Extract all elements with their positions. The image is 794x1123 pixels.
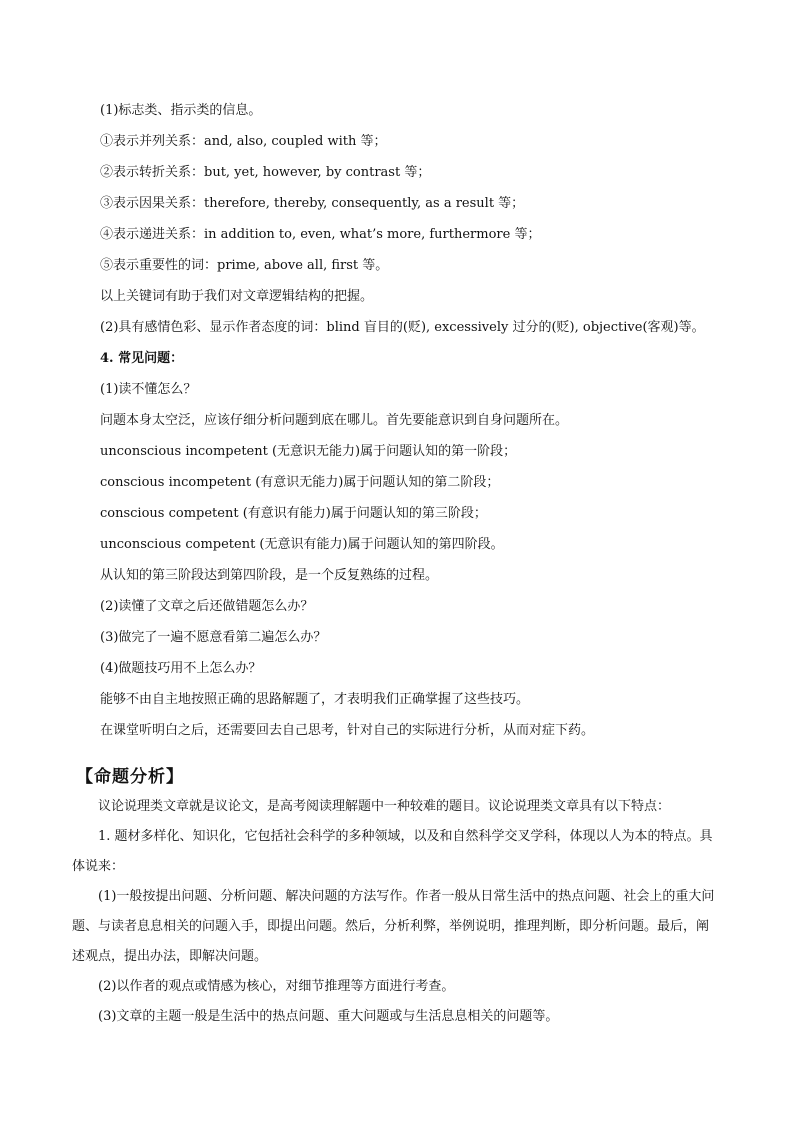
- text-line: ⑤表示重要性的词：prime, above all, first 等。: [100, 258, 389, 273]
- text-line: ②表示转折关系：but, yet, however, by contrast 等；: [100, 165, 431, 180]
- text-line: (2)读懂了文章之后还做错题怎么办？: [100, 599, 314, 614]
- text-line: (4)做题技巧用不上怎么办？: [100, 661, 262, 676]
- text-line: 以上关键词有助于我们对文章逻辑结构的把握。: [100, 289, 374, 304]
- text-line: ①表示并列关系：and, also, coupled with 等；: [100, 134, 387, 149]
- text-line: ③表示因果关系：therefore, thereby, consequently, as a result 等；: [100, 196, 525, 211]
- section-title: 4. 常见问题：: [100, 351, 184, 366]
- analysis-paragraph: (2)以作者的观点或情感为核心，对细节推理等方面进行考查。: [98, 979, 455, 994]
- text-line: (2)具有感情色彩、显示作者态度的词：blind 盲目的(贬), excessively 过分的(贬), objective(客观)等。: [100, 320, 705, 335]
- text-line: conscious incompetent (有意识无能力)属于问题认知的第二阶段；: [100, 475, 500, 490]
- text-line: conscious competent (有意识有能力)属于问题认知的第三阶段；: [100, 506, 487, 521]
- analysis-paragraph: (3)文章的主题一般是生活中的热点问题、重大问题或与生活息息相关的问题等。: [98, 1009, 559, 1024]
- text-line: unconscious incompetent (无意识无能力)属于问题认知的第一阶段；: [100, 444, 517, 459]
- analysis-paragraph: 1. 题材多样化、知识化，它包括社会科学的多种领域，以及和自然科学交叉学科，体现以人为本的特点。具体说来：: [72, 829, 713, 874]
- text-line: 能够不由自主地按照正确的思路解题了，才表明我们正确掌握了这些技巧。: [100, 692, 530, 707]
- analysis-paragraph: 议论说理类文章就是议论文，是高考阅读理解题中一种较难的题目。议论说理类文章具有以下特点：: [98, 799, 671, 814]
- analysis-heading: 【命题分析】: [76, 767, 184, 787]
- text-line: (1)读不懂怎么？: [100, 382, 197, 397]
- text-line: (1)标志类、指示类的信息。: [100, 103, 262, 118]
- text-line: 从认知的第三阶段达到第四阶段，是一个反复熟练的过程。: [100, 568, 439, 583]
- text-line: unconscious competent (无意识有能力)属于问题认知的第四阶段。: [100, 537, 504, 552]
- text-line: ④表示递进关系：in addition to, even, what’s more, furthermore 等；: [100, 227, 541, 242]
- analysis-paragraph: (1)一般按提出问题、分析问题、解决问题的方法写作。作者一般从日常生活中的热点问题、社会上的重大问题、与读者息息相关的问题入手，即提出问题。然后，分析利弊，举例说明，推理判断，即分析问题。最后，阐述观点，提出办法，即解决问题。: [72, 889, 715, 964]
- text-line: (3)做完了一遍不愿意看第二遍怎么办？: [100, 630, 327, 645]
- text-line: 在课堂听明白之后，还需要回去自己思考，针对自己的实际进行分析，从而对症下药。: [100, 723, 595, 738]
- text-line: 问题本身太空泛，应该仔细分析问题到底在哪儿。首先要能意识到自身问题所在。: [100, 413, 569, 428]
